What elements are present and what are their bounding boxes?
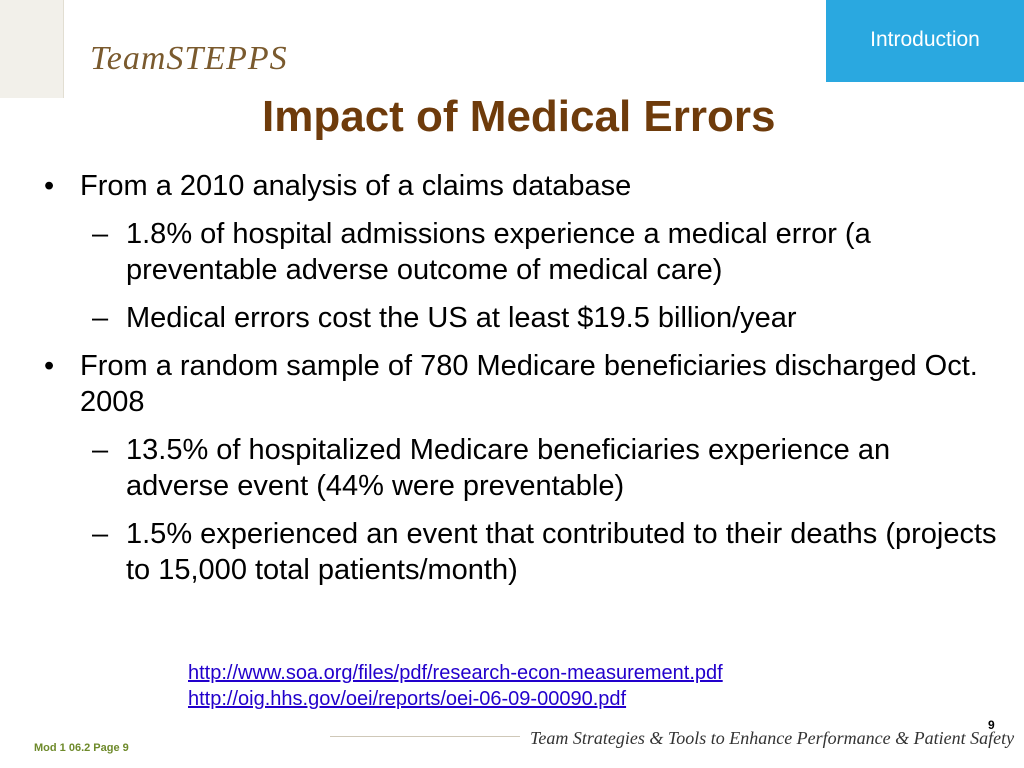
- bullet-text: From a random sample of 780 Medicare beneficiaries discharged Oct. 2008: [80, 350, 978, 418]
- sub-bullet-item: [40, 300, 1000, 336]
- bullet-item: [40, 168, 1000, 204]
- bullet-text: From a 2010 analysis of a claims database: [80, 170, 632, 202]
- corner-decoration: [0, 0, 64, 98]
- footer-divider: [330, 736, 520, 737]
- section-tab-introduction: [826, 0, 1024, 82]
- reference-links: [188, 660, 723, 712]
- reference-link-oig[interactable]: http://oig.hhs.gov/oei/reports/oei-06-09-00090.pdf: [188, 688, 627, 710]
- dash-icon: –: [92, 218, 109, 250]
- reference-link-soa[interactable]: http://www.soa.org/files/pdf/research-econ-measurement.pdf: [188, 662, 723, 684]
- teamstepps-logo: TeamSTEPPS: [90, 40, 288, 77]
- section-tab-label: Introduction: [870, 28, 980, 51]
- sub-bullet-text: 1.5% experienced an event that contributed to their deaths (projects to 15,000 total patients/month): [126, 518, 997, 586]
- bullet-list: [40, 168, 1000, 600]
- sub-bullet-item: [40, 216, 1000, 288]
- dash-icon: –: [92, 434, 109, 466]
- sub-bullet-text: 1.8% of hospital admissions experience a medical error (a preventable adverse outcome of medical care): [126, 218, 871, 286]
- bullet-item: [40, 348, 1000, 420]
- bullet-icon: •: [44, 350, 55, 382]
- slide-title: Impact of Medical Errors: [262, 92, 776, 141]
- footer-module-label: Mod 1 06.2 Page 9: [34, 742, 129, 754]
- sub-bullet-text: Medical errors cost the US at least $19.5 billion/year: [126, 302, 797, 334]
- dash-icon: –: [92, 518, 109, 550]
- bullet-icon: •: [44, 170, 55, 202]
- sub-bullet-item: [40, 432, 1000, 504]
- footer-tagline: Team Strategies & Tools to Enhance Performance & Patient Safety: [530, 728, 1015, 748]
- sub-bullet-item: [40, 516, 1000, 588]
- dash-icon: –: [92, 302, 109, 334]
- sub-bullet-text: 13.5% of hospitalized Medicare beneficiaries experience an adverse event (44% were preventable): [126, 434, 891, 502]
- page-number: 9: [988, 718, 995, 732]
